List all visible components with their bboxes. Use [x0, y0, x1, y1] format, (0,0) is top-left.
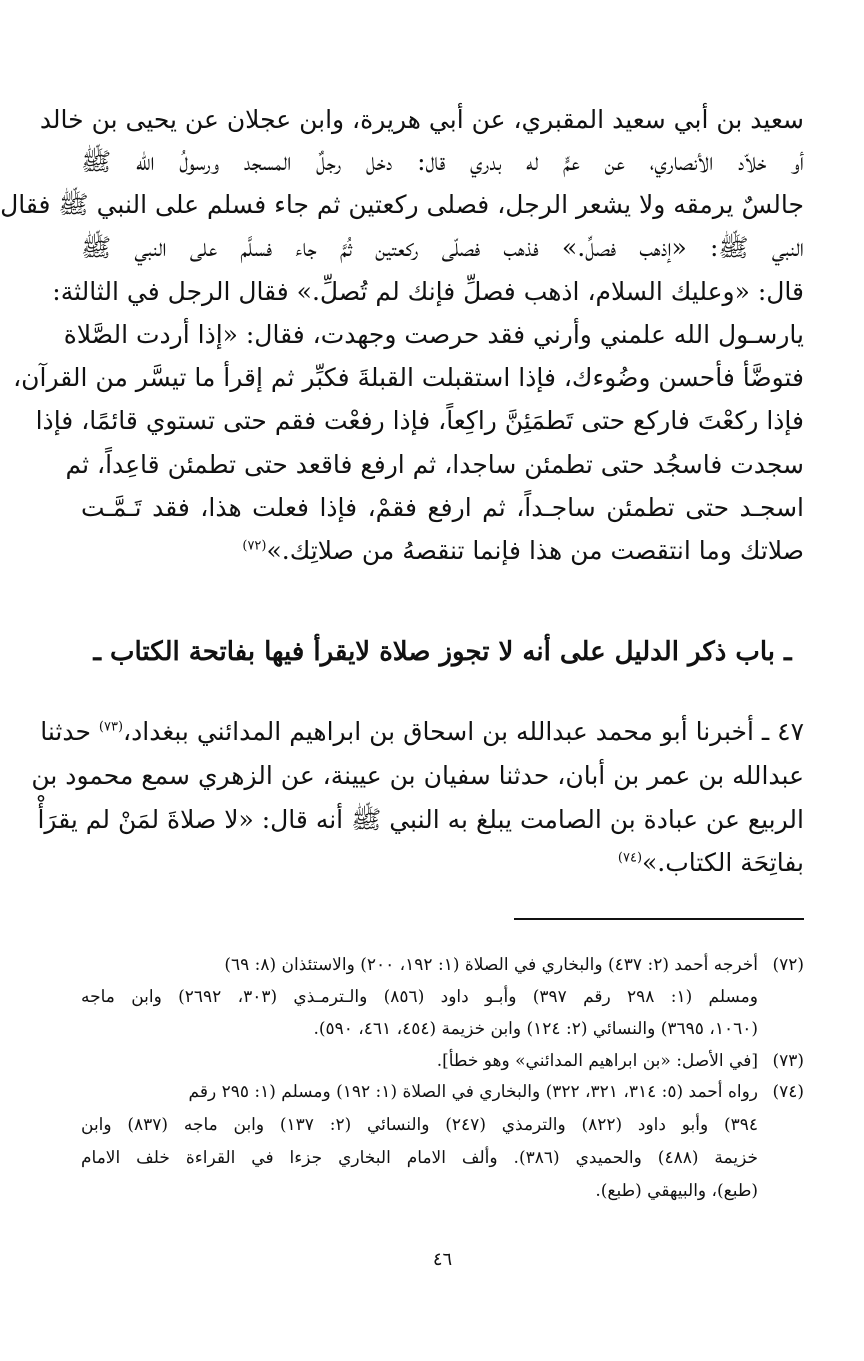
footnote-line: خزيمة (٤٨٨) والحميدي (٣٨٦). وألف الامام البخاري جزءا في القراءة خلف الامام	[81, 1148, 758, 1168]
body-line: يارسـول الله علمني وأرني فقد حرصت وجهدت، فقال: «إذا أردت الصَّلاة	[63, 320, 804, 349]
footnote-ref-74: (٧٤)	[617, 850, 643, 866]
body-line: النبي ﷺ: «إذهب فصلِّ.» فذهب فصلّى ركعتين ثُمَّ جاء فسلَّم على النبي ﷺ	[81, 233, 804, 262]
body-line: جالسٌ يرمقه ولا يشعر الرجل، فصلى ركعتين ثم جاء فسلم على النبي ﷺ فقال	[0, 190, 804, 219]
hadith-line-tail: حدثنا	[40, 717, 91, 746]
hadith-line-text: بفاتِحَة الكتاب.»	[642, 848, 804, 877]
body-line: سعيد بن أبي سعيد المقبري، عن أبي هريرة، وابن عجلان عن يحيى بن خالد	[39, 105, 804, 134]
footnote-text: أخرجه أحمد (٢: ٤٣٧) والبخاري في الصلاة (١: ١٩٢، ٢٠٠) والاستئذان (٨: ٦٩)	[224, 955, 758, 975]
hadith-line-text: ٤٧ ـ أخبرنا أبو محمد عبدالله بن اسحاق بن ابراهيم المدائني ببغداد،	[123, 717, 804, 746]
footnote-line: ٣٩٤) وأبو داود (٨٢٢) والترمذي (٢٤٧) والنسائي (٢: ١٣٧) وابن ماجه (٨٣٧) وابن	[81, 1115, 759, 1135]
footnote-line: (١٠٦٠، ٣٦٩٥) والنسائي (٢: ١٢٤) وابن خزيمة (٤٥٤، ٤٦١، ٥٩٠).	[313, 1019, 758, 1039]
hadith-line: الربيع عن عبادة بن الصامت يبلغ به النبي ﷺ أنه قال: «لا صلاةَ لمَنْ لم يقرَأْ	[37, 805, 804, 834]
body-line-last	[81, 531, 804, 571]
footnote-73	[81, 1046, 804, 1076]
body-line: اسجـد حتى تطمئن ساجـداً، ثم ارفع فقمْ، فإذا فعلت هذا، فقد تَـمَّـت	[81, 493, 804, 522]
hadith-line: عبدالله بن عمر بن أبان، حدثنا سفيان بن عيينة، عن الزهري سمع محمود بن	[31, 761, 804, 790]
footnote-ref-72: (٧٢)	[242, 538, 267, 554]
footnote-74	[81, 1077, 804, 1107]
page-number: ٤٦	[432, 1249, 453, 1270]
chapter-heading: ـ باب ذكر الدليل على أنه لا تجوز صلاة لايقرأ فيها بفاتحة الكتاب ـ	[93, 637, 792, 667]
hadith-line-last	[81, 843, 804, 883]
footnote-divider	[514, 918, 804, 920]
body-line-text: صلاتك وما انتقصت من هذا فإنما تنقصهُ من صلاتِك.»	[266, 536, 804, 565]
body-line: فتوضَّأ فأحسن وضُوءك، فإذا استقبلت القبلةَ فكبِّر ثم إقرأ ما تيسَّر من القرآن،	[13, 363, 804, 392]
hadith-line	[40, 712, 804, 752]
footnote-text: رواه أحمد (٥: ٣١٤، ٣٢١، ٣٢٢) والبخاري في الصلاة (١: ١٩٢) ومسلم (١: ٢٩٥ رقم	[188, 1082, 758, 1102]
footnote-line: (طبع)، والبيهقي (طبع).	[595, 1181, 758, 1201]
body-line: أو خلاّد الأنصاري، عن عمٍّ له بدري قال: دخل رجلٌ المسجد ورسولُ الله ﷺ	[81, 147, 804, 176]
footnote-number: (٧٢)	[772, 955, 804, 975]
footnote-line: ومسلم (١: ٢٩٨ رقم ٣٩٧) وأبـو داود (٨٥٦) والـترمـذي (٣٠٣، ٢٦٩٢) وابن ماجه	[81, 987, 758, 1007]
footnote-number: (٧٤)	[772, 1082, 804, 1102]
body-line: فإذا ركعْتَ فاركع حتى تَطمَئِنَّ راكِعاً، فإذا رفعْت فقم حتى تستوي قائمًا، فإذا	[35, 406, 804, 435]
footnote-number: (٧٣)	[772, 1051, 804, 1071]
body-line: سجدت فاسجُد حتى تطمئن ساجدا، ثم ارفع فاقعد حتى تطمئن قاعِداً، ثم	[65, 450, 804, 479]
footnote-text: [في الأصل: «بن ابراهيم المدائني» وهو خطأ].	[436, 1051, 758, 1071]
footnote-ref-73: (٧٣)	[98, 719, 124, 735]
body-line: قال: «وعليك السلام، اذهب فصلِّ فإنك لم تُصلِّ.» فقال الرجل في الثالثة:	[52, 277, 804, 306]
footnote-72	[81, 950, 804, 980]
